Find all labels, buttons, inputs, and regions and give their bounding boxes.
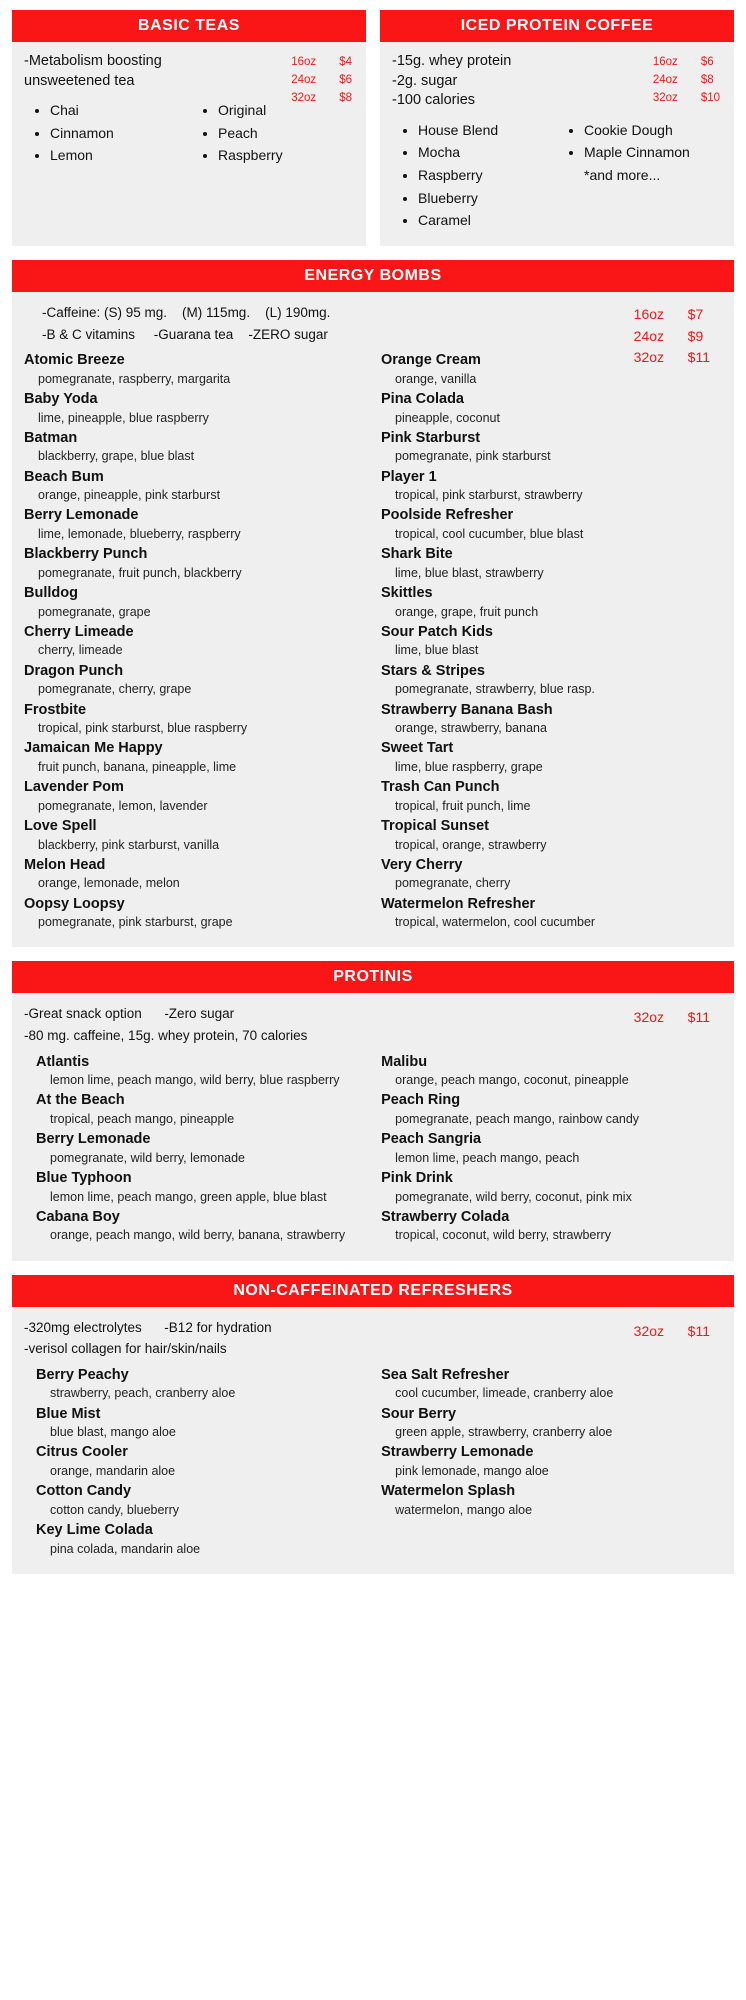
energy-bombs-list bbox=[24, 351, 722, 933]
item-desc: orange, grape, fruit punch bbox=[395, 604, 539, 619]
item-desc: green apple, strawberry, cranberry aloe bbox=[395, 1425, 613, 1440]
item-desc: pomegranate, wild berry, coconut, pink mix bbox=[395, 1189, 632, 1204]
list-item: • Chai bbox=[50, 99, 186, 122]
item-name: Berry Peachy bbox=[36, 1366, 129, 1383]
price-value: $6 bbox=[700, 56, 714, 68]
note-line: -320mg electrolytes -B12 for hydration bbox=[24, 1319, 272, 1335]
list-item[interactable] bbox=[24, 778, 365, 814]
item-name: Sweet Tart bbox=[381, 740, 454, 757]
item-desc: orange, peach mango, coconut, pineapple bbox=[395, 1073, 629, 1088]
item-desc: lime, blue raspberry, grape bbox=[395, 759, 543, 774]
price-size: 16oz bbox=[652, 56, 678, 68]
list-item[interactable] bbox=[24, 390, 365, 426]
item-name: Player 1 bbox=[381, 468, 437, 485]
basic-teas-flavors-left bbox=[24, 99, 186, 167]
list-item[interactable] bbox=[24, 545, 365, 581]
item-desc: lemon lime, peach mango, wild berry, blue raspberry bbox=[50, 1073, 340, 1088]
list-item[interactable] bbox=[36, 1091, 365, 1127]
item-name: Tropical Sunset bbox=[381, 817, 489, 834]
list-item[interactable] bbox=[36, 1405, 365, 1441]
list-item[interactable] bbox=[24, 623, 365, 659]
item-desc: blackberry, grape, blue blast bbox=[38, 449, 195, 464]
iced-coffee-flavors-left bbox=[392, 119, 556, 232]
list-item[interactable] bbox=[24, 468, 365, 504]
item-desc: pink lemonade, mango aloe bbox=[395, 1464, 549, 1479]
item-desc: blue blast, mango aloe bbox=[50, 1425, 176, 1440]
refreshers-col-right bbox=[381, 1366, 722, 1560]
item-name: Cherry Limeade bbox=[24, 623, 134, 640]
item-name: Oopsy Loopsy bbox=[24, 895, 125, 912]
item-name: Peach Sangria bbox=[381, 1131, 482, 1148]
item-name: Stars & Stripes bbox=[381, 662, 485, 679]
item-desc: tropical, watermelon, cool cucumber bbox=[395, 915, 596, 930]
item-name: Trash Can Punch bbox=[381, 779, 500, 796]
item-desc: cool cucumber, limeade, cranberry aloe bbox=[395, 1386, 614, 1401]
item-name: Watermelon Refresher bbox=[381, 895, 536, 912]
list-item[interactable] bbox=[36, 1482, 365, 1518]
item-desc: pomegranate, lemon, lavender bbox=[38, 798, 208, 813]
energy-bombs-title: ENERGY BOMBS bbox=[12, 260, 734, 292]
price-size: 32oz bbox=[291, 91, 317, 104]
item-desc: watermelon, mango aloe bbox=[395, 1502, 533, 1517]
note-line: -Great snack option -Zero sugar bbox=[24, 1006, 235, 1022]
panel-basic-teas bbox=[12, 10, 366, 246]
list-item[interactable] bbox=[24, 817, 365, 853]
panel-energy-bombs bbox=[12, 260, 734, 947]
list-item[interactable] bbox=[36, 1521, 365, 1557]
item-name: Jamaican Me Happy bbox=[24, 740, 163, 757]
price-value: $11 bbox=[687, 1009, 710, 1026]
list-item[interactable] bbox=[24, 506, 365, 542]
iced-protein-coffee-flavors bbox=[392, 111, 722, 232]
item-name: Sour Patch Kids bbox=[381, 623, 493, 640]
item-desc: pomegranate, peach mango, rainbow candy bbox=[395, 1111, 640, 1126]
list-item: • Maple Cinnamon bbox=[584, 141, 722, 164]
item-name: Strawberry Colada bbox=[381, 1208, 510, 1225]
price-size: 32oz bbox=[633, 1322, 665, 1339]
item-name: Baby Yoda bbox=[24, 391, 98, 408]
item-desc: tropical, peach mango, pineapple bbox=[50, 1111, 235, 1126]
item-name: Sour Berry bbox=[381, 1405, 457, 1422]
item-name: Lavender Pom bbox=[24, 779, 124, 796]
list-item[interactable] bbox=[381, 1482, 722, 1518]
note-line: -80 mg. caffeine, 15g. whey protein, 70 calories bbox=[24, 1028, 308, 1044]
price-size: 32oz bbox=[633, 349, 665, 366]
note-line: -verisol collagen for hair/skin/nails bbox=[24, 1341, 227, 1357]
list-item: • Mocha bbox=[418, 141, 556, 164]
item-name: Key Lime Colada bbox=[36, 1522, 153, 1539]
list-item: • Caramel bbox=[418, 209, 556, 232]
item-name: Sea Salt Refresher bbox=[381, 1366, 510, 1383]
refreshers-list bbox=[24, 1366, 722, 1560]
item-desc: orange, mandarin aloe bbox=[50, 1464, 176, 1479]
item-desc: lemon lime, peach mango, peach bbox=[395, 1150, 580, 1165]
price-size: 24oz bbox=[633, 327, 665, 344]
list-item[interactable] bbox=[381, 1091, 722, 1127]
basic-teas-title: BASIC TEAS bbox=[12, 10, 366, 42]
item-name: Pina Colada bbox=[381, 391, 464, 408]
list-item: • House Blend bbox=[418, 119, 556, 142]
list-item[interactable] bbox=[36, 1366, 365, 1402]
item-desc: pomegranate, pink starburst, grape bbox=[38, 915, 233, 930]
panel-refreshers bbox=[12, 1275, 734, 1574]
refreshers-notes bbox=[24, 1317, 722, 1360]
item-name: Beach Bum bbox=[24, 468, 104, 485]
item-desc: tropical, coconut, wild berry, strawberry bbox=[395, 1228, 611, 1243]
item-name: At the Beach bbox=[36, 1092, 125, 1109]
item-desc: pomegranate, fruit punch, blackberry bbox=[38, 565, 242, 580]
item-name: Citrus Cooler bbox=[36, 1444, 128, 1461]
list-item: • Blueberry bbox=[418, 187, 556, 210]
item-desc: orange, vanilla bbox=[395, 371, 477, 386]
list-item[interactable] bbox=[381, 1130, 722, 1166]
item-name: Orange Cream bbox=[381, 352, 481, 369]
item-name: Malibu bbox=[381, 1053, 428, 1070]
item-desc: tropical, pink starburst, strawberry bbox=[395, 488, 583, 503]
list-item: • Peach bbox=[218, 122, 354, 145]
price-size: 24oz bbox=[291, 73, 317, 86]
list-item[interactable] bbox=[381, 778, 722, 814]
protinis-col-right bbox=[381, 1053, 722, 1247]
protinis-prices bbox=[634, 1007, 710, 1029]
refreshers-prices bbox=[634, 1321, 710, 1343]
price-size: 24oz bbox=[652, 73, 678, 86]
price-value: $7 bbox=[687, 306, 704, 323]
item-name: Strawberry Lemonade bbox=[381, 1444, 534, 1461]
list-item[interactable] bbox=[381, 1443, 722, 1479]
list-item: • Cinnamon bbox=[50, 122, 186, 145]
protinis-notes bbox=[24, 1003, 722, 1046]
protinis-col-left bbox=[24, 1053, 365, 1247]
list-item[interactable] bbox=[24, 351, 365, 387]
item-name: Berry Lemonade bbox=[36, 1131, 151, 1148]
price-value: $6 bbox=[339, 73, 352, 86]
protinis-list bbox=[24, 1053, 722, 1247]
list-item[interactable] bbox=[24, 584, 365, 620]
price-size: 16oz bbox=[633, 306, 665, 323]
item-desc: pomegranate, raspberry, margarita bbox=[38, 371, 231, 386]
list-item[interactable] bbox=[24, 429, 365, 465]
item-name: Love Spell bbox=[24, 817, 97, 834]
list-item[interactable] bbox=[24, 739, 365, 775]
item-name: Bulldog bbox=[24, 585, 78, 602]
list-item[interactable] bbox=[24, 895, 365, 931]
price-size: 32oz bbox=[633, 1009, 665, 1026]
item-desc: orange, pineapple, pink starburst bbox=[38, 488, 221, 503]
basic-teas-flavors-right bbox=[192, 99, 354, 167]
energy-bombs-notes bbox=[24, 302, 722, 345]
item-name: Dragon Punch bbox=[24, 662, 124, 679]
panel-iced-protein-coffee bbox=[380, 10, 734, 246]
protinis-title: PROTINIS bbox=[12, 961, 734, 993]
list-item[interactable] bbox=[24, 856, 365, 892]
item-desc: pomegranate, strawberry, blue rasp. bbox=[395, 682, 595, 697]
item-desc: lemon lime, peach mango, green apple, blue blast bbox=[50, 1189, 327, 1204]
item-desc: orange, strawberry, banana bbox=[395, 721, 547, 736]
price-value: $4 bbox=[339, 56, 352, 68]
list-item: • Lemon bbox=[50, 144, 186, 167]
top-panels-row bbox=[12, 10, 734, 246]
energy-bombs-col-right bbox=[381, 351, 722, 933]
iced-protein-coffee-title: ICED PROTEIN COFFEE bbox=[380, 10, 734, 42]
list-item[interactable] bbox=[381, 701, 722, 737]
basic-teas-prices bbox=[291, 54, 352, 107]
note-line: -2g. sugar bbox=[392, 72, 458, 89]
refreshers-col-left bbox=[24, 1366, 365, 1560]
list-item-note: *and more... bbox=[584, 167, 661, 184]
price-value: $8 bbox=[339, 91, 352, 104]
list-item[interactable] bbox=[24, 701, 365, 737]
item-name: Blue Mist bbox=[36, 1405, 101, 1422]
price-value: $11 bbox=[687, 1322, 710, 1339]
item-name: Poolside Refresher bbox=[381, 507, 514, 524]
list-item[interactable] bbox=[381, 1405, 722, 1441]
item-desc: lime, blue blast bbox=[395, 643, 479, 658]
list-item[interactable] bbox=[24, 662, 365, 698]
note-line: unsweetened tea bbox=[24, 72, 135, 89]
item-desc: pomegranate, cherry, grape bbox=[38, 682, 192, 697]
note-line: -15g. whey protein bbox=[392, 53, 512, 69]
list-item[interactable] bbox=[36, 1053, 365, 1089]
item-desc: pomegranate, wild berry, lemonade bbox=[50, 1150, 246, 1165]
energy-bombs-prices bbox=[634, 304, 710, 369]
list-item[interactable] bbox=[36, 1443, 365, 1479]
energy-bombs-col-left bbox=[24, 351, 365, 933]
item-name: Cotton Candy bbox=[36, 1483, 132, 1500]
list-item[interactable] bbox=[381, 1053, 722, 1089]
item-desc: fruit punch, banana, pineapple, lime bbox=[38, 759, 237, 774]
item-desc: orange, lemonade, melon bbox=[38, 876, 180, 891]
iced-protein-coffee-prices bbox=[653, 54, 720, 107]
item-name: Shark Bite bbox=[381, 546, 453, 563]
list-item[interactable] bbox=[36, 1169, 365, 1205]
list-item[interactable] bbox=[381, 1169, 722, 1205]
item-name: Frostbite bbox=[24, 701, 87, 718]
list-item[interactable] bbox=[381, 623, 722, 659]
list-item[interactable] bbox=[381, 817, 722, 853]
note-line: -100 calories bbox=[392, 92, 476, 109]
note-line: -B & C vitamins -Guarana tea -ZERO sugar bbox=[42, 326, 328, 342]
list-item: • Raspberry bbox=[218, 144, 354, 167]
item-name: Peach Ring bbox=[381, 1092, 461, 1109]
price-value: $8 bbox=[700, 73, 714, 86]
list-item[interactable] bbox=[381, 739, 722, 775]
item-name: Atlantis bbox=[36, 1053, 90, 1070]
list-item[interactable] bbox=[381, 1366, 722, 1402]
list-item[interactable] bbox=[381, 429, 722, 465]
item-name: Batman bbox=[24, 429, 78, 446]
item-name: Very Cherry bbox=[381, 856, 463, 873]
item-name: Cabana Boy bbox=[36, 1208, 120, 1225]
price-size: 16oz bbox=[291, 56, 317, 68]
item-name: Blackberry Punch bbox=[24, 546, 148, 563]
item-desc: tropical, cool cucumber, blue blast bbox=[395, 527, 584, 542]
price-value: $10 bbox=[700, 91, 720, 104]
item-desc: orange, peach mango, wild berry, banana, strawberry bbox=[50, 1228, 346, 1243]
item-desc: pineapple, coconut bbox=[395, 410, 500, 425]
item-desc: pomegranate, cherry bbox=[395, 876, 511, 891]
item-name: Atomic Breeze bbox=[24, 352, 125, 369]
item-name: Melon Head bbox=[24, 856, 106, 873]
list-item[interactable] bbox=[36, 1208, 365, 1244]
list-item[interactable] bbox=[381, 1208, 722, 1244]
item-desc: tropical, fruit punch, lime bbox=[395, 798, 531, 813]
item-name: Pink Starburst bbox=[381, 429, 481, 446]
list-item: • Cookie Dough bbox=[584, 119, 722, 142]
item-desc: cherry, limeade bbox=[38, 643, 123, 658]
item-desc: lime, blue blast, strawberry bbox=[395, 565, 544, 580]
list-item: • Raspberry bbox=[418, 164, 556, 187]
item-desc: lime, lemonade, blueberry, raspberry bbox=[38, 527, 241, 542]
list-item[interactable] bbox=[36, 1130, 365, 1166]
price-value: $11 bbox=[687, 349, 710, 366]
item-desc: pomegranate, grape bbox=[38, 604, 151, 619]
refreshers-title: NON-CAFFEINATED REFRESHERS bbox=[12, 1275, 734, 1307]
panel-protinis bbox=[12, 961, 734, 1260]
item-desc: blackberry, pink starburst, vanilla bbox=[38, 837, 220, 852]
list-item[interactable] bbox=[381, 856, 722, 892]
item-name: Pink Drink bbox=[381, 1170, 453, 1187]
item-name: Skittles bbox=[381, 585, 433, 602]
list-item[interactable] bbox=[381, 584, 722, 620]
item-desc: cotton candy, blueberry bbox=[50, 1502, 180, 1517]
list-item[interactable] bbox=[381, 662, 722, 698]
note-line: -Metabolism boosting bbox=[24, 53, 162, 69]
list-item[interactable] bbox=[381, 545, 722, 581]
item-desc: tropical, pink starburst, blue raspberry bbox=[38, 721, 248, 736]
item-name: Berry Lemonade bbox=[24, 507, 139, 524]
note-line: -Caffeine: (S) 95 mg. (M) 115mg. (L) 190mg. bbox=[42, 305, 331, 321]
item-name: Strawberry Banana Bash bbox=[381, 701, 553, 718]
list-item[interactable] bbox=[381, 390, 722, 426]
item-desc: lime, pineapple, blue raspberry bbox=[38, 410, 209, 425]
list-item: • Original bbox=[218, 99, 354, 122]
item-desc: tropical, orange, strawberry bbox=[395, 837, 547, 852]
list-item[interactable] bbox=[381, 506, 722, 542]
price-size: 32oz bbox=[652, 91, 678, 104]
item-desc: strawberry, peach, cranberry aloe bbox=[50, 1386, 236, 1401]
item-name: Watermelon Splash bbox=[381, 1483, 516, 1500]
iced-coffee-flavors-right bbox=[562, 119, 722, 232]
item-desc: pomegranate, pink starburst bbox=[395, 449, 551, 464]
price-value: $9 bbox=[687, 327, 704, 344]
list-item[interactable] bbox=[381, 468, 722, 504]
list-item[interactable] bbox=[381, 895, 722, 931]
item-desc: pina colada, mandarin aloe bbox=[50, 1541, 201, 1556]
item-name: Blue Typhoon bbox=[36, 1170, 132, 1187]
